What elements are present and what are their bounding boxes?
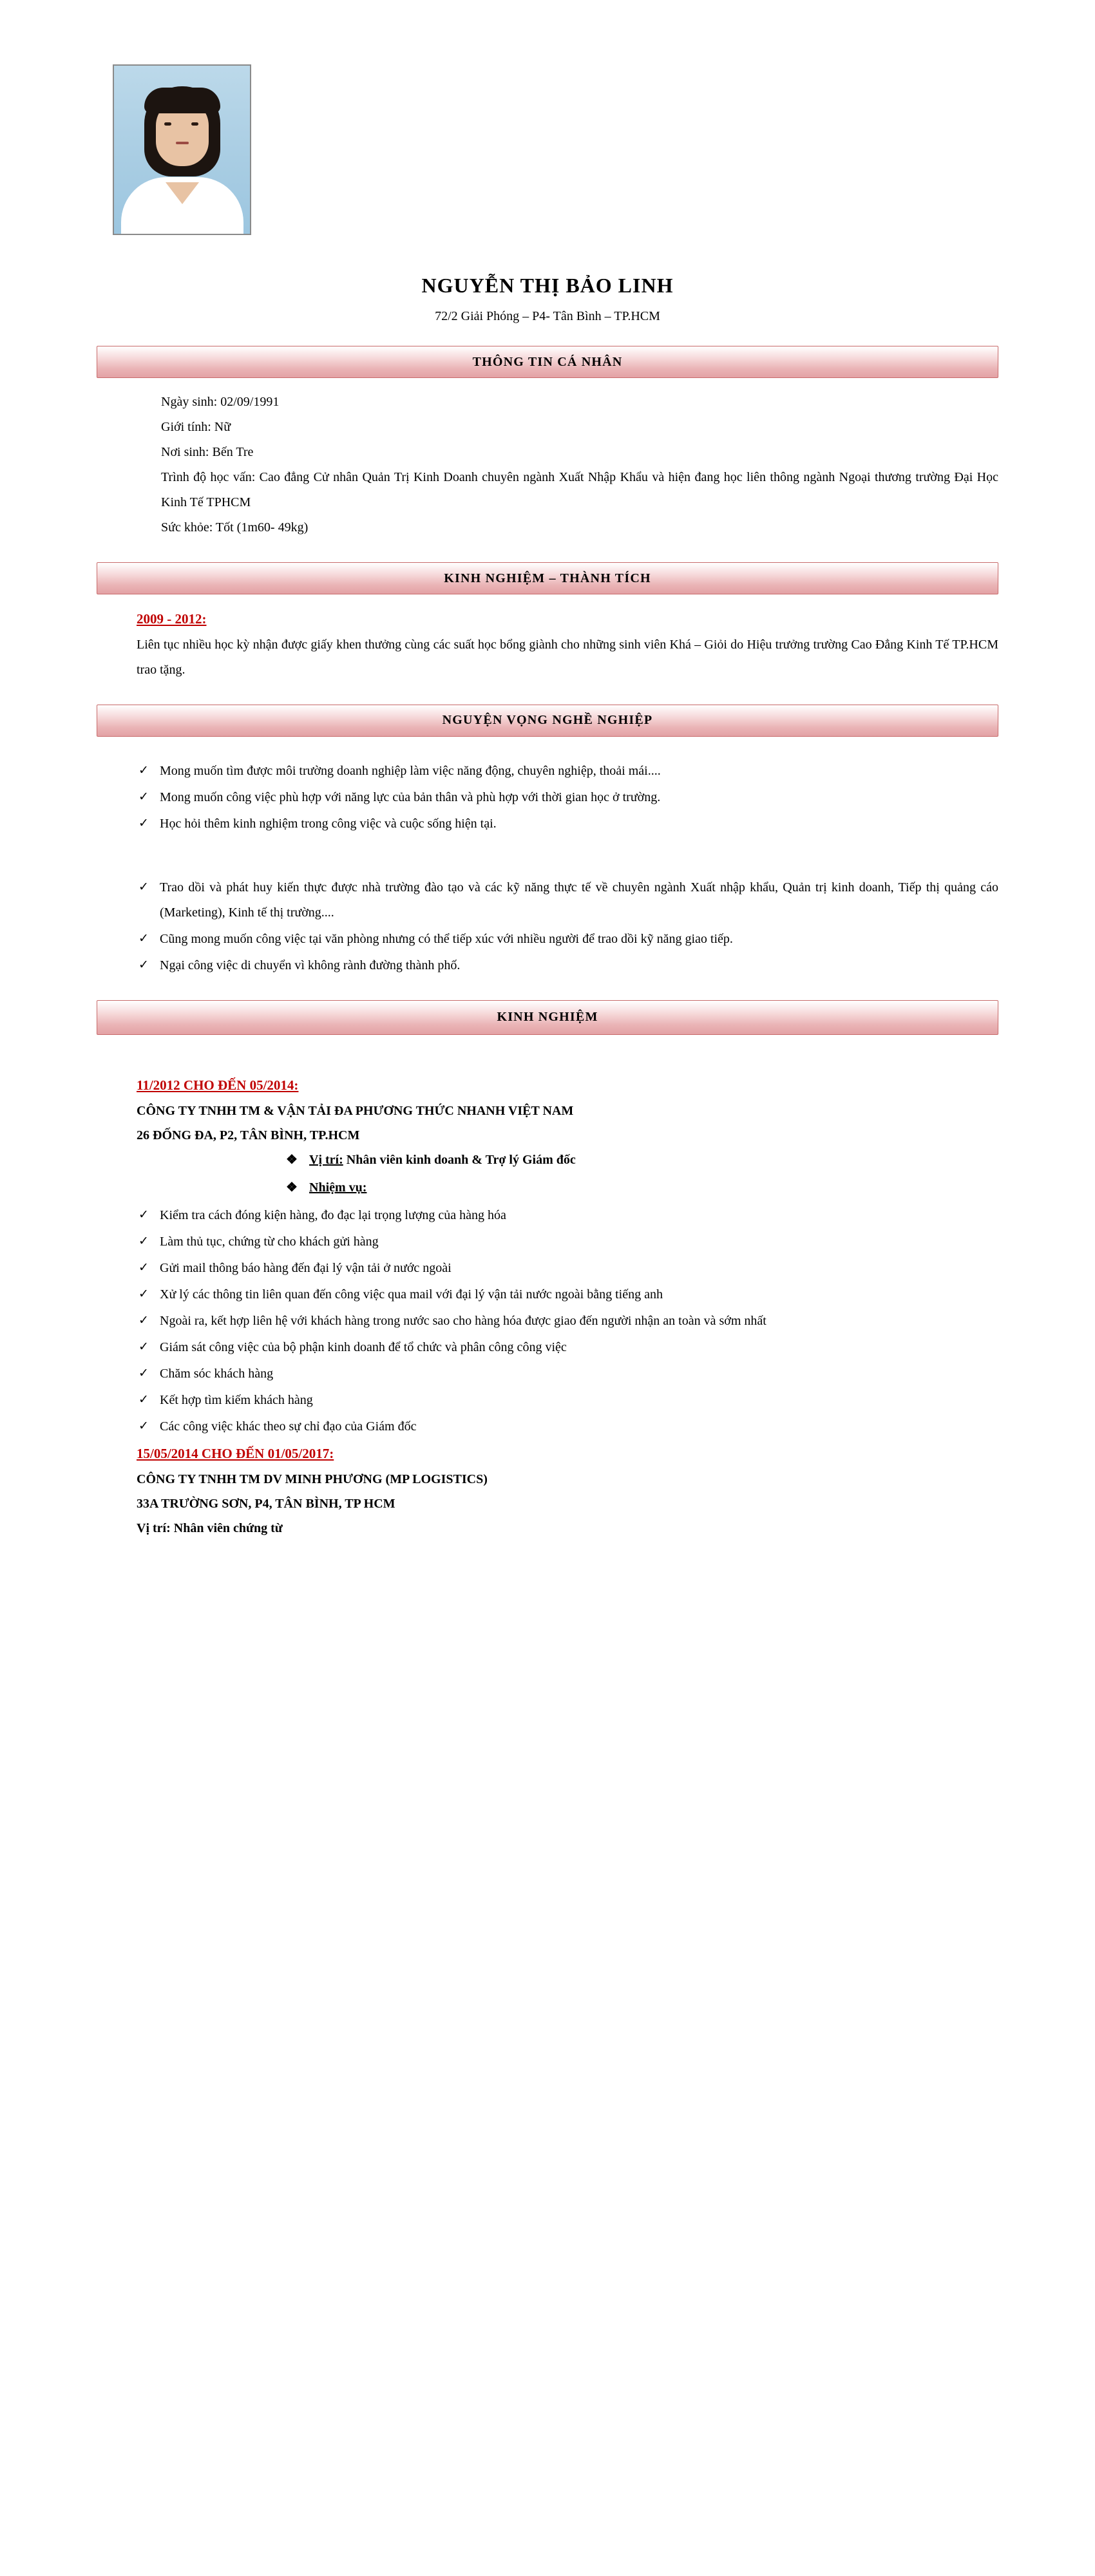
achievement-body: Liên tục nhiều học kỳ nhận được giấy khen thưởng cùng các suất học bổng giành cho những sinh viên Khá – Giỏi do Hiệu trưởng trường Cao Đẳng Kinh Tế TP.HCM trao tặng. [137,637,998,677]
achievement-period: 2009 - 2012: [137,611,207,627]
personal-line: Trình độ học vấn: Cao đẳng Cử nhân Quản Trị Kinh Doanh chuyên ngành Xuất Nhập Khẩu và hiện đang học liên thông ngành Ngoại thương trường Đại Học Kinh Tế TPHCM [161,470,998,509]
job-company: CÔNG TY TNHH TM DV MINH PHƯƠNG (MP LOGISTICS) [137,1472,488,1486]
achievement-block [97,606,998,683]
duty-text: Kiểm tra cách đóng kiện hàng, đo đạc lại trọng lượng của hàng hóa [160,1208,506,1222]
diamond-icon: ❖ [286,1152,298,1167]
job-address: 26 ĐỐNG ĐA, P2, TÂN BÌNH, TP.HCM [137,1128,360,1142]
objective-text: Mong muốn công việc phù hợp với năng lực của bản thân và phù hợp với thời gian học ở trường. [160,790,661,804]
section-header-objective [97,705,998,737]
list-item [137,811,998,837]
experience-job-2 [97,1441,998,1540]
list-item [137,953,998,978]
job-position-line [137,1148,998,1173]
job-duty-label: Nhiệm vụ: [309,1180,367,1195]
duty-text: Kết hợp tìm kiếm khách hàng [160,1392,313,1407]
list-item [137,1335,998,1360]
candidate-address: 72/2 Giải Phóng – P4- Tân Bình – TP.HCM [435,309,660,323]
check-icon: ✓ [138,763,149,777]
section-header-personal [97,346,998,378]
photo-fringe [144,88,220,113]
list-item [137,1229,998,1255]
photo-eye-left [164,122,171,126]
check-icon: ✓ [138,816,149,830]
objective-bottom-list [97,875,998,978]
job-period: 11/2012 CHO ĐẾN 05/2014: [137,1077,299,1093]
check-icon: ✓ [138,1419,149,1433]
photo-mouth [176,142,189,144]
duty-text: Các công việc khác theo sự chỉ đạo của Giám đốc [160,1419,417,1434]
job-duty-label-line [137,1175,998,1200]
job-address: 33A TRƯỜNG SƠN, P4, TÂN BÌNH, TP HCM [137,1496,395,1511]
check-icon: ✓ [138,1366,149,1380]
check-icon: ✓ [138,1392,149,1406]
objective-top-list [97,748,998,837]
photo-neck [166,182,199,204]
objective-text: Cũng mong muốn công việc tại văn phòng nhưng có thể tiếp xúc với nhiều người để trao dồi kỹ năng giao tiếp. [160,931,733,946]
duty-text: Chăm sóc khách hàng [160,1366,274,1381]
job-company: CÔNG TY TNHH TM & VẬN TẢI ĐA PHƯƠNG THỨC NHANH VIỆT NAM [137,1103,574,1118]
check-icon: ✓ [138,1287,149,1301]
diamond-icon: ❖ [286,1180,298,1195]
list-item [137,759,998,784]
check-icon: ✓ [138,880,149,894]
job-position-value: Nhân viên kinh doanh & Trợ lý Giám đốc [346,1152,576,1167]
check-icon: ✓ [138,958,149,972]
list-item [137,1414,998,1439]
check-icon: ✓ [138,1340,149,1354]
objective-text: Học hỏi thêm kinh nghiệm trong công việc và cuộc sống hiện tại. [160,816,497,831]
list-item [137,927,998,952]
duty-text: Xử lý các thông tin liên quan đến công việc qua mail với đại lý vận tải nước ngoài bằng tiếng anh [160,1287,663,1302]
personal-line: Nơi sinh: Bến Tre [161,445,254,459]
job-position-line: Vị trí: Nhân viên chứng từ [137,1520,283,1535]
section-title-achievement: KINH NGHIỆM – THÀNH TÍCH [444,571,651,585]
job-period: 15/05/2014 CHO ĐẾN 01/05/2017: [137,1445,334,1461]
duty-text: Giám sát công việc của bộ phận kinh doanh để tổ chức và phân công công việc [160,1340,567,1354]
list-item [137,785,998,810]
photo-eye-right [191,122,198,126]
candidate-name: NGUYỄN THỊ BẢO LINH [421,274,674,297]
check-icon: ✓ [138,931,149,945]
check-icon: ✓ [138,790,149,804]
objective-text: Ngại công việc di chuyển vì không rành đường thành phố. [160,958,461,972]
personal-line: Ngày sinh: 02/09/1991 [161,395,280,409]
duty-text: Ngoài ra, kết hợp liên hệ với khách hàng trong nước sao cho hàng hóa được giao đến người nhận an toàn và sớm nhất [160,1313,766,1328]
portrait-photo [113,64,251,235]
personal-line: Giới tính: Nữ [161,420,231,434]
duty-text: Gửi mail thông báo hàng đến đại lý vận tải ở nước ngoài [160,1260,452,1275]
list-item [137,1361,998,1387]
experience-job-1 [97,1072,998,1439]
section-title-personal: THÔNG TIN CÁ NHÂN [472,354,623,369]
section-header-achievement [97,562,998,594]
section-title-experience: KINH NGHIỆM [497,1010,598,1025]
list-item [137,1282,998,1307]
check-icon: ✓ [138,1234,149,1248]
list-item [137,1309,998,1334]
check-icon: ✓ [138,1260,149,1274]
list-item [137,1203,998,1228]
section-header-experience [97,1000,998,1035]
list-item [137,1256,998,1281]
list-item [137,1388,998,1413]
check-icon: ✓ [138,1313,149,1327]
section-title-objective: NGUYỆN VỌNG NGHỀ NGHIỆP [442,713,653,728]
personal-info-block [97,390,998,540]
personal-line: Sức khỏe: Tốt (1m60- 49kg) [161,520,309,535]
duty-text: Làm thủ tục, chứng từ cho khách gửi hàng [160,1234,379,1249]
list-item [137,875,998,925]
objective-text: Mong muốn tìm được môi trường doanh nghiệp làm việc năng động, chuyên nghiệp, thoải mái.... [160,763,661,778]
check-icon: ✓ [138,1208,149,1222]
objective-text: Trao dồi và phát huy kiến thực được nhà trường đào tạo và các kỹ năng thực tế về chuyên ngành Xuất nhập khẩu, Quản trị kinh doanh, Tiếp thị quảng cáo (Marketing), Kinh tế thị trường.... [160,880,998,920]
job-position-label: Vị trí: [309,1152,343,1167]
